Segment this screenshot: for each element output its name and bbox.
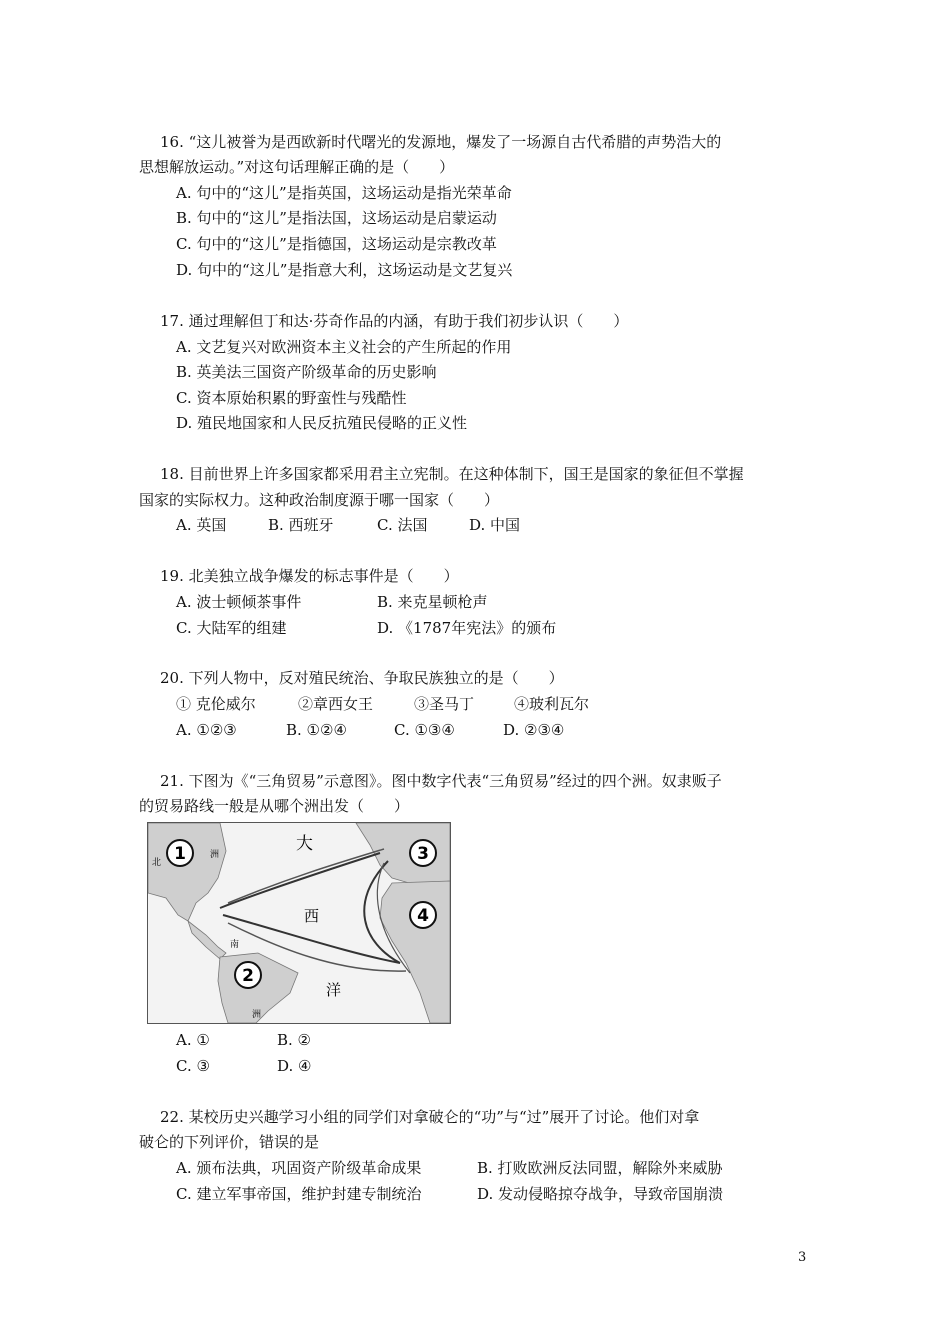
q20-option-d: D. ②③④ [503,721,565,739]
q19-option-c: C. 大陆军的组建 [176,619,287,637]
q21-option-a: A. ① [176,1031,210,1049]
map-ocean-label: 西 [304,907,320,925]
q20-item-4: ④玻利瓦尔 [514,695,590,713]
q20-option-b: B. ①②④ [286,721,347,739]
q22-stem-line1: 22. 某校历史兴趣学习小组的同学们对拿破仑的“功”与“过”展开了讨论。他们对拿 [160,1108,700,1126]
q21-option-b: B. ② [277,1031,312,1049]
q18-stem-line1: 18. 目前世界上许多国家都采用君主立宪制。在这种体制下，国王是国家的象征但不掌握 [160,465,744,483]
q16-option-a: A. 句中的“这儿”是指英国，这场运动是指光荣革命 [176,184,512,202]
q18-option-a: A. 英国 [176,516,227,534]
q18-stem-line2: 国家的实际权力。这种政治制度源于哪一国家（ ） [139,491,500,509]
q21-stem-line1: 21. 下图为《“三角贸易”示意图》。图中数字代表“三角贸易”经过的四个洲。奴隶贩子 [160,772,722,790]
q19-option-a: A. 波士顿倾茶事件 [176,593,302,611]
map-ocean-label: 洋 [326,981,342,999]
continent-marker-label: 4 [417,906,429,926]
map-region-label: 北 [152,858,162,868]
q22-option-a: A. 颁布法典，巩固资产阶级革命成果 [176,1159,422,1177]
q17-stem-line1: 17. 通过理解但丁和达·芬奇作品的内涵，有助于我们初步认识（ ） [160,312,629,330]
q16-option-c: C. 句中的“这儿”是指德国，这场运动是宗教改革 [176,235,497,253]
trade-route-line [228,849,384,903]
central-america-landmass [188,921,226,959]
q17-option-a: A. 文艺复兴对欧洲资本主义社会的产生所起的作用 [176,338,512,356]
q20-item-3: ③圣马丁 [414,695,475,713]
q16-option-b: B. 句中的“这儿”是指法国，这场运动是启蒙运动 [176,209,497,227]
africa-landmass [380,881,450,1023]
continent-marker-label: 3 [417,844,429,864]
q20-option-c: C. ①③④ [394,721,455,739]
q19-option-d: D. 《1787年宪法》的颁布 [377,619,557,637]
triangle-trade-map-graphic [148,823,450,1023]
q22-option-c: C. 建立军事帝国，维护封建专制统治 [176,1185,422,1203]
q18-option-d: D. 中国 [469,516,521,534]
q19-option-b: B. 来克星顿枪声 [377,593,488,611]
q21-option-c: C. ③ [176,1057,210,1075]
q17-option-b: B. 英美法三国资产阶级革命的历史影响 [176,363,437,381]
q17-option-d: D. 殖民地国家和人民反抗殖民侵略的正义性 [176,414,468,432]
q16-stem-line2: 思想解放运动。”对这句话理解正确的是（ ） [139,158,455,176]
q16-stem-line1: 16. “这儿被誉为是西欧新时代曙光的发源地，爆发了一场源自古代希腊的声势浩大的 [160,133,722,151]
continent-marker-label: 1 [174,844,186,864]
q22-stem-line2: 破仑的下列评价，错误的是 [139,1133,320,1151]
q21-option-d: D. ④ [277,1057,312,1075]
q20-item-1: ① 克伦威尔 [176,695,256,713]
q18-option-b: B. 西班牙 [268,516,334,534]
q20-item-2: ②章西女王 [298,695,374,713]
q18-option-c: C. 法国 [377,516,428,534]
q20-stem-line1: 20. 下列人物中，反对殖民统治、争取民族独立的是（ ） [160,669,564,687]
q17-option-c: C. 资本原始积累的野蛮性与残酷性 [176,389,407,407]
q16-option-d: D. 句中的“这儿”是指意大利，这场运动是文艺复兴 [176,261,513,279]
q19-stem-line1: 19. 北美独立战争爆发的标志事件是（ ） [160,567,459,585]
trade-route-line [220,853,380,908]
q21-stem-line2: 的贸易路线一般是从哪个洲出发（ ） [139,797,410,815]
continent-marker-label: 2 [242,966,254,986]
triangle-trade-map [147,822,451,1024]
map-region-label: 洲 [210,850,220,860]
north-america-landmass [148,823,226,921]
q22-option-b: B. 打败欧洲反法同盟，解除外来威胁 [477,1159,723,1177]
q22-option-d: D. 发动侵略掠夺战争，导致帝国崩溃 [477,1185,724,1203]
map-region-label: 南 [230,940,240,950]
map-ocean-label: 大 [296,834,313,854]
map-region-label: 洲 [252,1010,262,1020]
q20-option-a: A. ①②③ [176,721,237,739]
page-number: 3 [798,1250,807,1265]
